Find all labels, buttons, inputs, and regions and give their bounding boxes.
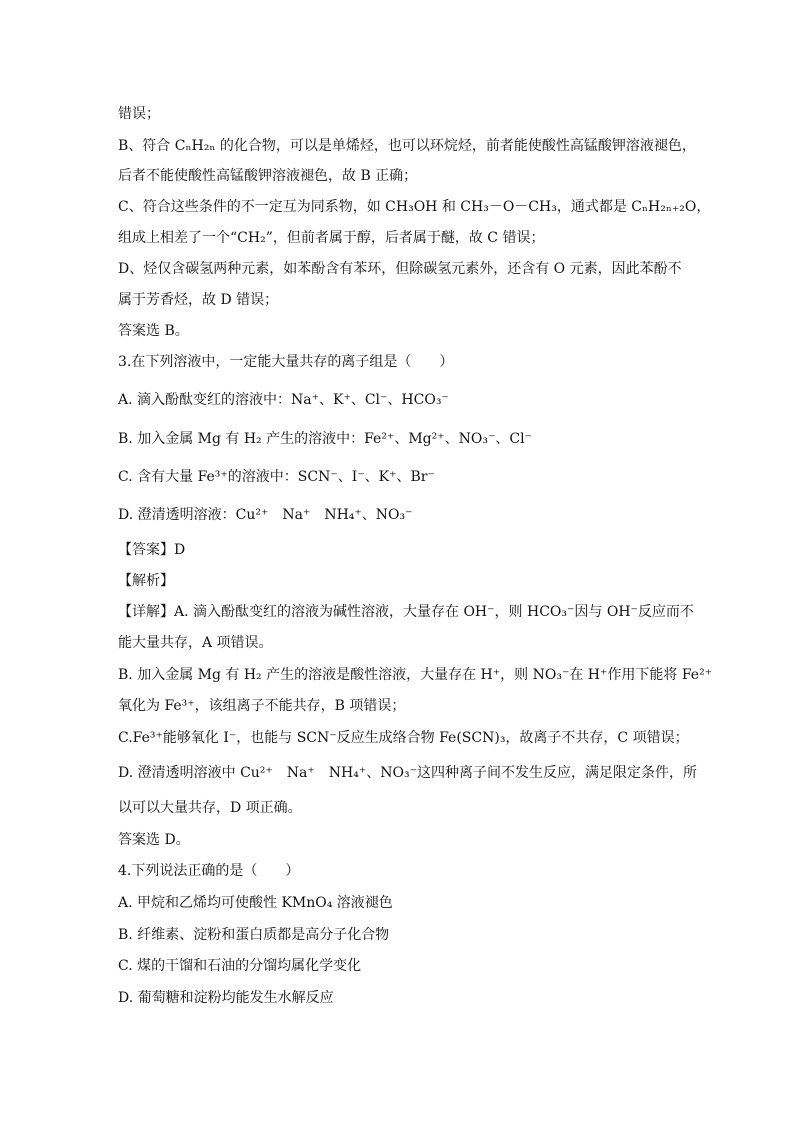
analysis-label: 【解析】 (118, 573, 174, 589)
text-line: 后者不能使酸性高锰酸钾溶液褪色，故 B 正确； (118, 168, 418, 184)
text-line: 【详解】A. 滴入酚酞变红的溶液为碱性溶液，大量存在 OH⁻，则 HCO₃⁻因与 OH⁻反应而不 (118, 604, 694, 620)
text-line: C.Fe³⁺能够氧化 I⁻，也能与 SCN⁻反应生成络合物 Fe(SCN)₃，故离子不共存，C 项错误； (118, 730, 689, 746)
text-line: D、烃仅含碳氢两种元素，如苯酚含有苯环，但除碳氢元素外，还含有 O 元素，因此苯酚不 (118, 261, 682, 277)
text-line: 错误； (118, 106, 160, 122)
text-line: 氧化为 Fe³⁺，该组离子不能共存，B 项错误； (118, 698, 406, 714)
text-line: B、符合 CₙH₂ₙ 的化合物，可以是单烯烃，也可以环烷烃，前者能使酸性高锰酸钾溶液褪色， (118, 138, 696, 154)
question-3-option-a: A. 滴入酚酞变红的溶液中：Na⁺、K⁺、Cl⁻、HCO₃⁻ (118, 392, 449, 408)
question-4-option-c: C. 煤的干馏和石油的分馏均属化学变化 (118, 958, 362, 974)
question-3-option-b: B. 加入金属 Mg 有 H₂ 产生的溶液中：Fe²⁺、Mg²⁺、NO₃⁻、Cl⁻ (118, 431, 532, 447)
answer-label: 【答案】D (118, 542, 186, 558)
text-line: 组成上相差了一个“CH₂”，但前者属于醇，后者属于醚，故 C 错误； (118, 230, 545, 246)
question-4-option-b: B. 纤维素、淀粉和蛋白质都是高分子化合物 (118, 927, 390, 943)
question-4-stem: 4.下列说法正确的是（ ） (118, 863, 300, 879)
question-3-option-c: C. 含有大量 Fe³⁺的溶液中：SCN⁻、I⁻、K⁺、Br⁻ (118, 469, 435, 485)
text-line: 答案选 B。 (118, 323, 189, 339)
question-3-option-d: D. 澄清透明溶液：Cu²⁺ Na⁺ NH₄⁺、NO₃⁻ (118, 507, 413, 523)
text-line: 属于芳香烃，故 D 错误； (118, 292, 279, 308)
text-line: 以可以大量共存，D 项正确。 (118, 800, 302, 816)
text-line: 答案选 D。 (118, 832, 190, 848)
text-line: C、符合这些条件的不一定互为同系物，如 CH₃OH 和 CH₃－O－CH₃，通式都是 CₙH₂ₙ₊₂O， (118, 199, 711, 215)
text-line: B. 加入金属 Mg 有 H₂ 产生的溶液是酸性溶液，大量存在 H⁺，则 NO₃⁻在 H⁺作用下能将 Fe²⁺ (118, 667, 713, 683)
question-4-option-d: D. 葡萄糖和淀粉均能发生水解反应 (118, 990, 334, 1006)
text-line: 能大量共存，A 项错误。 (118, 635, 273, 651)
question-3-stem: 3.在下列溶液中，一定能大量共存的离子组是（ ） (118, 354, 454, 370)
text-line: D. 澄清透明溶液中 Cu²⁺ Na⁺ NH₄⁺、NO₃⁻这四种离子间不发生反应，满足限定条件，所 (118, 765, 697, 781)
question-4-option-a: A. 甲烷和乙烯均可使酸性 KMnO₄ 溶液褪色 (118, 895, 393, 911)
